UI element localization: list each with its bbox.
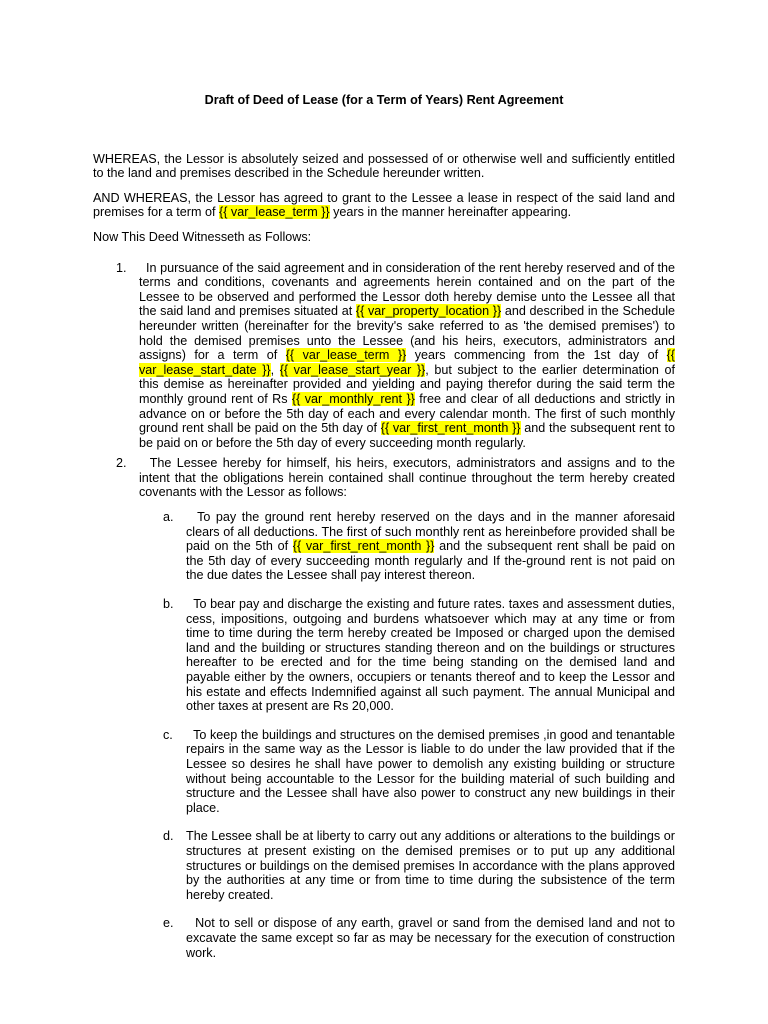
text-run: years in the manner hereinafter appearing. xyxy=(329,205,572,220)
text-run: To bear pay and discharge the existing and future rates. taxes and assessment duties, cess, impositions, outgoing and burdens whatsoever which may at any time or from time to time during the term hereby created be Imposed or charged upon the demised land and the building or structures standing thereon and on the buildings or structures hereafter to be erected and for the time being standing on the demised land and payable either by the owners, occupiers or tenants thereof and to keep the Lessor and his estate and effects Indemnified against all such payment. The annual Municipal and other taxes at present are Rs 20,000. xyxy=(186,597,675,714)
covenant-a-text xyxy=(186,510,675,583)
template-variable-monthly-rent: {{ var_monthly_rent }} xyxy=(291,391,415,406)
text-run: , xyxy=(270,362,280,377)
covenant-letter: b. xyxy=(163,597,174,612)
clause-2-intro xyxy=(139,456,675,500)
covenant-letter: e. xyxy=(163,916,174,931)
covenant-b xyxy=(139,597,675,714)
whereas-paragraph: WHEREAS, the Lessor is absolutely seized and possessed of or otherwise well and sufficiently entitled to the land and premises described in the Schedule hereunder written. xyxy=(93,151,675,181)
covenant-letter: c. xyxy=(163,727,173,742)
text-run: In pursuance of the said agreement and in consideration of the rent hereby reserved and of the terms and conditions, covenants and agreements herein contained and on the part of the Lessee to be observed and performed the Lessor doth hereby demise unto the Lessee all that the said land and premises situated at xyxy=(139,260,675,319)
text-run: , but subject to the earlier determination of this demise as hereinafter provided and yielding and paying therefor during the said term the monthly ground rent of Rs xyxy=(139,362,675,406)
template-variable-property-location: {{ var_property_location }} xyxy=(355,304,502,319)
covenant-d xyxy=(139,829,675,902)
covenant-e-text xyxy=(186,916,675,960)
clause-1-text xyxy=(139,261,675,451)
template-variable-lease-start-year: {{ var_lease_start_year }} xyxy=(279,362,426,377)
document-title: Draft of Deed of Lease (for a Term of Years) Rent Agreement xyxy=(204,93,564,107)
covenant-e xyxy=(139,916,675,960)
clause-number: 2. xyxy=(116,456,127,471)
covenant-b-text xyxy=(186,597,675,714)
text-run: AND WHEREAS, the Lessor has agreed to grant to the Lessee a lease in respect of the said land and premises for a term of xyxy=(93,190,675,220)
and-whereas-paragraph xyxy=(93,191,675,220)
template-variable-lease-start-date: {{ var_lease_start_date }} xyxy=(139,348,676,377)
text-run: To pay the ground rent hereby reserved on the days and in the manner aforesaid clears of all deductions. The first of such monthly rent as hereinbefore provided shall be paid on the 5th of xyxy=(186,510,676,554)
text-run: and described in the Schedule hereunder written (hereinafter for the brevity's sake referred to as 'the demised premises') to hold the demised premises unto the Lessee (and his heirs, executors, administrators and assigns) for a term of xyxy=(139,304,676,363)
text-run: years commencing from the 1st day of xyxy=(406,348,667,363)
covenant-c-text xyxy=(186,728,675,816)
template-variable-first-rent-month: {{ var_first_rent_month }} xyxy=(292,539,435,554)
text-run: The Lessee shall be at liberty to carry out any additions or alterations to the buildings or structures at present existing on the demised premises or to put up any additional structures or buildings on the demised premises In accordance with the plans approved by the authorities at any time or from time to time during the subsistence of the term hereby created. xyxy=(186,829,675,902)
clause-2 xyxy=(93,456,675,960)
clause-1 xyxy=(93,261,675,451)
witnesseth-heading: Now This Deed Witnesseth as Follows: xyxy=(93,229,312,244)
covenant-c xyxy=(139,728,675,816)
text-run: To keep the buildings and structures on the demised premises ,in good and tenantable repairs in the same way as the Lessor is liable to do under the law provided that if the Lessee so desires he shall have power to demolish any existing building or structure without being accountable to the Lessor for the building material of such building and structure and the Lessee shall have also power to construct any new buildings in their place. xyxy=(186,727,675,815)
covenant-letter: a. xyxy=(163,510,174,525)
template-variable-lease-term: {{ var_lease_term }} xyxy=(218,205,330,220)
text-run: and the subsequent rent shall be paid on the 5th day of every succeeding month regularly and If the-ground rent is not paid on the due dates the Lessee shall pay interest thereon. xyxy=(186,539,675,583)
text-run: The Lessee hereby for himself, his heirs, executors, administrators and assigns and to the intent that the obligations herein contained shall continue throughout the term hereby created covenants with the Lessor as follows: xyxy=(139,456,675,500)
text-run: Not to sell or dispose of any earth, gravel or sand from the demised land and not to excavate the same except so far as may be necessary for the execution of construction work. xyxy=(186,916,675,960)
covenant-list xyxy=(139,510,675,960)
clause-list xyxy=(93,261,675,961)
template-variable-lease-term: {{ var_lease_term }} xyxy=(285,348,407,363)
clause-number: 1. xyxy=(116,260,127,275)
text-run: free and clear of all deductions and strictly in advance on or before the 5th day of each and every calendar month. The first of such monthly ground rent shall be paid on the 5th day of xyxy=(139,391,675,436)
text-run: and the subsequent rent to be paid on or before the 5th day of every succeeding month regularly. xyxy=(139,421,675,450)
covenant-letter: d. xyxy=(163,829,174,844)
template-variable-first-rent-month: {{ var_first_rent_month }} xyxy=(380,421,521,436)
covenant-a xyxy=(139,510,675,583)
covenant-d-text xyxy=(186,829,675,902)
